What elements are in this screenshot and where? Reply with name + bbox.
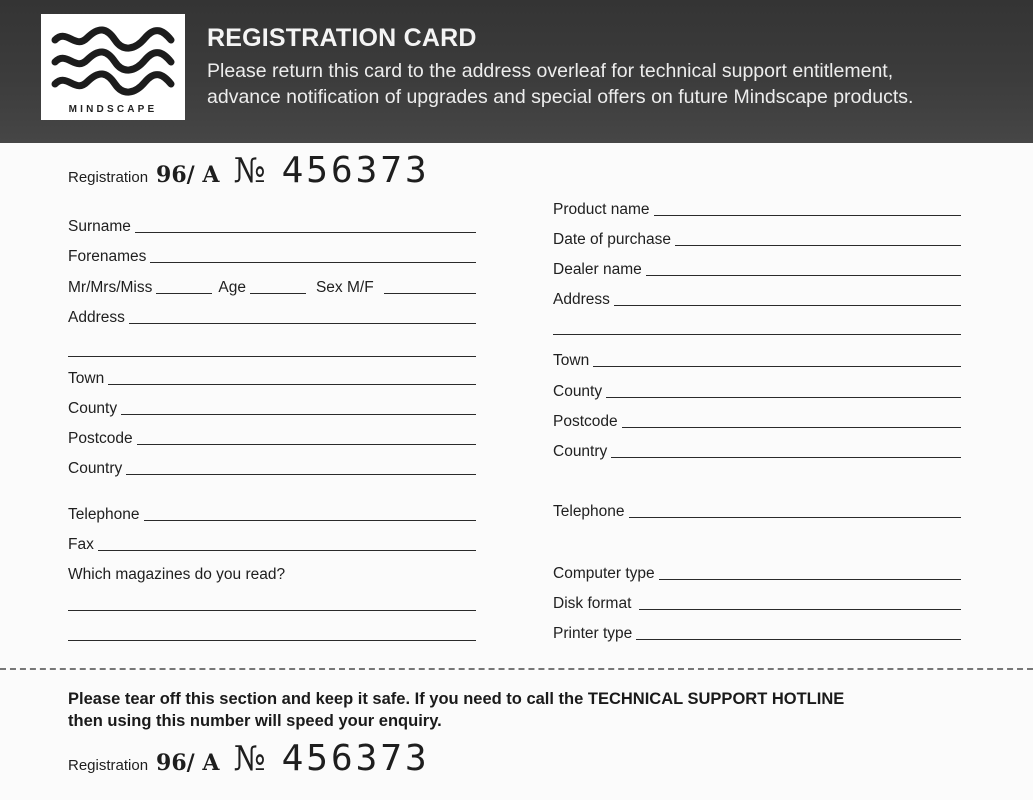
registration-serial-bottom: 456373: [281, 738, 430, 779]
surname-line[interactable]: [135, 232, 476, 233]
forenames-line[interactable]: [150, 262, 476, 263]
country-field[interactable]: [68, 457, 476, 479]
dealer-address-label: Address: [553, 291, 610, 308]
tear-off-line: [0, 668, 1033, 670]
forenames-label: Forenames: [68, 248, 147, 265]
wave-logo-icon: [49, 22, 177, 104]
computer-type-field[interactable]: [553, 562, 961, 584]
dealer-name-field[interactable]: [553, 258, 961, 280]
postcode-field[interactable]: [68, 427, 476, 449]
date-of-purchase-field[interactable]: [553, 228, 961, 250]
dealer-country-label: Country: [553, 443, 608, 460]
printer-type-line[interactable]: [636, 639, 961, 640]
dealer-address-field[interactable]: [553, 288, 961, 310]
magazines-question: Which magazines do you read?: [68, 566, 286, 583]
disk-format-label: Disk format: [553, 595, 632, 612]
address-field[interactable]: [68, 306, 476, 328]
subtitle-line-1: Please return this card to the address overleaf for technical support entitlement,: [207, 60, 894, 82]
disk-format-field[interactable]: [553, 592, 961, 614]
header-banner: [0, 0, 1033, 143]
tear-off-notice: [68, 688, 844, 732]
tear-off-line-1: Please tear off this section and keep it safe. If you need to call the TECHNICAL SUPPORT HOTLINE: [68, 690, 845, 708]
surname-field[interactable]: [68, 215, 476, 237]
dealer-name-label: Dealer name: [553, 261, 642, 278]
sex-line[interactable]: [384, 293, 476, 294]
dealer-address-line-2[interactable]: [553, 334, 961, 335]
computer-type-line[interactable]: [659, 579, 961, 580]
county-label: County: [68, 400, 118, 417]
country-label: Country: [68, 460, 123, 477]
date-of-purchase-line[interactable]: [675, 245, 961, 246]
dealer-postcode-label: Postcode: [553, 413, 618, 430]
title-line[interactable]: [156, 293, 212, 294]
age-line[interactable]: [250, 293, 306, 294]
dealer-country-line[interactable]: [611, 457, 961, 458]
title-age-sex-row: [68, 276, 476, 298]
dealer-postcode-field[interactable]: [553, 410, 961, 432]
registration-serial: 456373: [281, 150, 430, 191]
registration-label: Registration: [68, 169, 149, 186]
fax-label: Fax: [68, 536, 94, 553]
number-symbol-bottom: №: [233, 739, 266, 779]
dealer-town-label: Town: [553, 352, 590, 369]
registration-code-bottom: 96/ A: [156, 750, 220, 776]
county-line[interactable]: [121, 414, 476, 415]
fax-field[interactable]: [68, 533, 476, 555]
card-title: REGISTRATION CARD: [207, 24, 477, 52]
town-label: Town: [68, 370, 105, 387]
postcode-label: Postcode: [68, 430, 133, 447]
fax-line[interactable]: [98, 550, 476, 551]
dealer-county-label: County: [553, 383, 603, 400]
town-field[interactable]: [68, 367, 476, 389]
telephone-field[interactable]: [68, 503, 476, 525]
computer-type-label: Computer type: [553, 565, 655, 582]
address-line-2[interactable]: [68, 356, 476, 357]
dealer-telephone-field[interactable]: [553, 500, 961, 522]
town-line[interactable]: [108, 384, 476, 385]
card-subtitle: [207, 58, 913, 110]
registration-number-top: [68, 150, 430, 191]
tear-off-line-2: then using this number will speed your enquiry.: [68, 712, 442, 730]
product-name-line[interactable]: [654, 215, 962, 216]
dealer-name-line[interactable]: [646, 275, 961, 276]
printer-type-field[interactable]: [553, 622, 961, 644]
registration-code: 96/ A: [156, 162, 220, 188]
dealer-county-field[interactable]: [553, 380, 961, 402]
magazines-line-2[interactable]: [68, 640, 476, 641]
dealer-county-line[interactable]: [606, 397, 961, 398]
address-line[interactable]: [129, 323, 476, 324]
title-label: Mr/Mrs/Miss: [68, 279, 153, 296]
product-name-label: Product name: [553, 201, 650, 218]
dealer-telephone-label: Telephone: [553, 503, 625, 520]
dealer-telephone-line[interactable]: [629, 517, 961, 518]
disk-format-line[interactable]: [639, 609, 961, 610]
product-name-field[interactable]: [553, 198, 961, 220]
dealer-postcode-line[interactable]: [622, 427, 961, 428]
telephone-line[interactable]: [144, 520, 476, 521]
postcode-line[interactable]: [137, 444, 476, 445]
registration-label-bottom: Registration: [68, 757, 149, 774]
registration-number-bottom: [68, 738, 430, 779]
printer-type-label: Printer type: [553, 625, 633, 642]
address-label: Address: [68, 309, 125, 326]
logo-wordmark: MINDSCAPE: [68, 104, 158, 115]
dealer-address-line[interactable]: [614, 305, 961, 306]
dealer-town-line[interactable]: [593, 366, 961, 367]
number-symbol: №: [233, 151, 266, 191]
forenames-field[interactable]: [68, 245, 476, 267]
sex-label: Sex M/F: [315, 279, 374, 296]
surname-label: Surname: [68, 218, 131, 235]
dealer-country-field[interactable]: [553, 440, 961, 462]
date-of-purchase-label: Date of purchase: [553, 231, 672, 248]
dealer-town-field[interactable]: [553, 349, 961, 371]
country-line[interactable]: [126, 474, 476, 475]
magazines-line-1[interactable]: [68, 610, 476, 611]
telephone-label: Telephone: [68, 506, 140, 523]
county-field[interactable]: [68, 397, 476, 419]
subtitle-line-2: advance notification of upgrades and special offers on future Mindscape products.: [207, 86, 914, 108]
age-label: Age: [218, 279, 246, 296]
mindscape-logo: [41, 14, 185, 120]
